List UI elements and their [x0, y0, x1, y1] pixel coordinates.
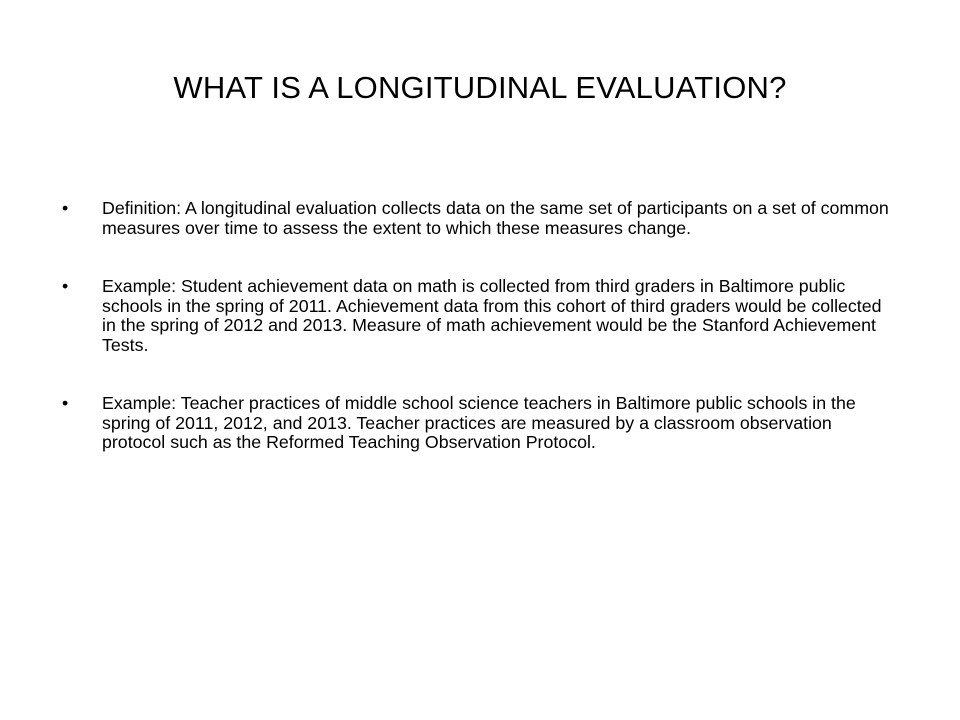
bullet-example-student — [62, 277, 892, 355]
bullet-icon: • — [62, 393, 69, 413]
bullet-text: Definition: A longitudinal evaluation collects data on the same set of participants on a set of common measures over time to assess the extent to which these measures change. — [102, 198, 889, 238]
bullet-list — [62, 199, 892, 453]
bullet-definition — [62, 199, 892, 238]
bullet-icon: • — [62, 276, 69, 296]
bullet-example-teacher — [62, 394, 892, 453]
bullet-text: Example: Teacher practices of middle school science teachers in Baltimore public schools in the spring of 2011, 2012, and 2013. Teacher practices are measured by a classroom observation protocol such as the Reformed Teaching Observation Protocol. — [102, 393, 856, 452]
bullet-text: Example: Student achievement data on math is collected from third graders in Baltimore public schools in the spring of 2011. Achievement data from this cohort of third graders would be collected in the spring of 2012 and 2013. Measure of math achievement would be the Stanford Achievement Tests. — [102, 276, 882, 355]
bullet-icon: • — [62, 198, 69, 218]
slide-title: WHAT IS A LONGITUDINAL EVALUATION? — [173, 70, 787, 105]
